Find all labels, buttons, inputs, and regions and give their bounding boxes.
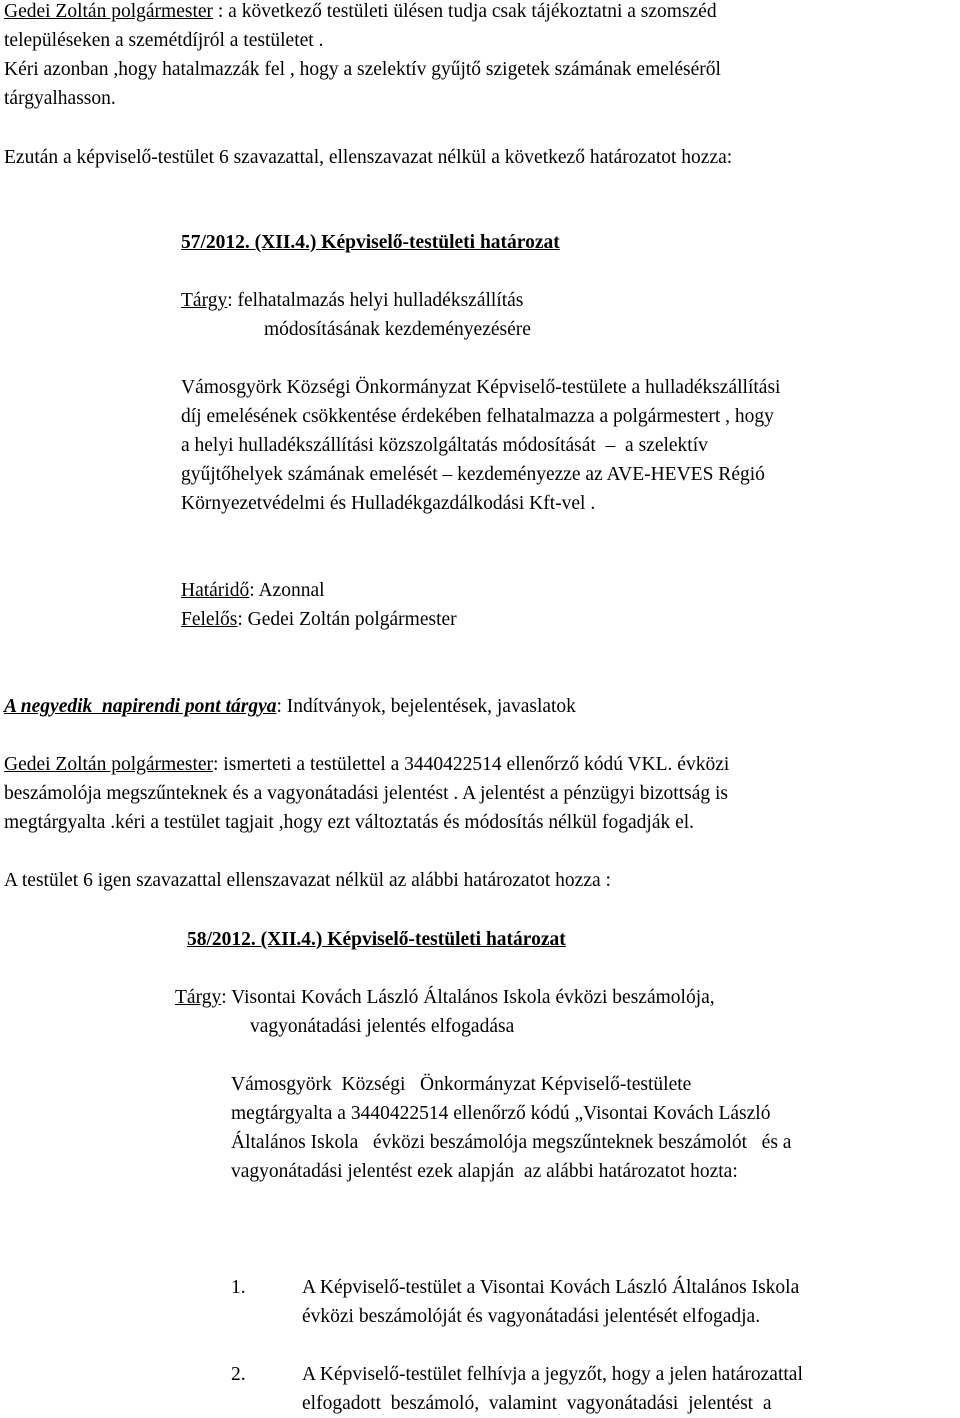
list-item-number: 2. bbox=[231, 1364, 246, 1385]
resolution-57-subject-cont: módosításának kezdeményezésére bbox=[264, 319, 531, 340]
resolution-57-responsible: Felelős: Gedei Zoltán polgármester bbox=[181, 609, 457, 630]
agenda-4-vote: A testület 6 igen szavazattal ellenszavazat nélkül az alábbi határozatot hozza : bbox=[4, 870, 611, 891]
resolution-57-deadline: Határidő: Azonnal bbox=[181, 580, 325, 601]
intro-line-1: Gedei Zoltán polgármester : a következő testületi ülésen tudja csak tájékoztatni a szomszéd bbox=[4, 1, 717, 22]
resolution-57-body-5: Környezetvédelmi és Hulladékgazdálkodási Kft-vel . bbox=[181, 493, 596, 514]
list-item-cont: elfogadott beszámoló, valamint vagyonátadási jelentést a bbox=[302, 1393, 772, 1414]
resolution-57-subject: Tárgy: felhatalmazás helyi hulladékszállítás bbox=[181, 290, 524, 311]
intro-line-2: településeken a szemétdíjról a testületet . bbox=[4, 30, 324, 51]
speaker-name: Gedei Zoltán polgármester bbox=[4, 1, 214, 22]
resolution-58-body-1: Vámosgyörk Községi Önkormányzat Képviselő-testülete bbox=[231, 1074, 692, 1095]
resolution-58-body-3: Általános Iskola évközi beszámolója megszűnteknek beszámolót és a bbox=[231, 1132, 792, 1153]
resolution-57-body-2: díj emelésének csökkentése érdekében felhatalmazza a polgármestert , hogy bbox=[181, 406, 774, 427]
intro-line-4: tárgyalhasson. bbox=[4, 88, 116, 109]
intro-vote: Ezután a képviselő-testület 6 szavazattal, ellenszavazat nélkül a következő határozatot hozza: bbox=[4, 147, 733, 168]
list-item-cont: évközi beszámolóját és vagyonátadási jelentését elfogadja. bbox=[302, 1306, 761, 1327]
resolution-57-body-4: gyűjtőhelyek számának emelését – kezdeményezze az AVE-HEVES Régió bbox=[181, 464, 765, 485]
list-item: A Képviselő-testület a Visontai Kovách László Általános Iskola bbox=[302, 1277, 800, 1298]
resolution-57-body-3: a helyi hulladékszállítási közszolgáltatás módosítását – a szelektív bbox=[181, 435, 708, 456]
resolution-58-title: 58/2012. (XII.4.) Képviselő-testületi határozat bbox=[187, 929, 566, 950]
agenda-4-heading: A negyedik napirendi pont tárgya: Indítványok, bejelentések, javaslatok bbox=[4, 696, 576, 717]
resolution-58-body-4: vagyonátadási jelentést ezek alapján az alábbi határozatot hozta: bbox=[231, 1161, 738, 1182]
resolution-58-subject-cont: vagyonátadási jelentés elfogadása bbox=[250, 1016, 515, 1037]
speaker-name: Gedei Zoltán polgármester bbox=[4, 754, 214, 775]
agenda-4-line-2: beszámolója megszűnteknek és a vagyonátadási jelentést . A jelentést a pénzügyi bizottság is bbox=[4, 783, 728, 804]
resolution-57-body-1: Vámosgyörk Községi Önkormányzat Képviselő-testülete a hulladékszállítási bbox=[181, 377, 781, 398]
resolution-57-title: 57/2012. (XII.4.) Képviselő-testületi határozat bbox=[181, 232, 560, 253]
agenda-4-line-1: Gedei Zoltán polgármester: ismerteti a testülettel a 3440422514 ellenőrző kódú VKL. évközi bbox=[4, 754, 730, 775]
list-item-number: 1. bbox=[231, 1277, 246, 1298]
agenda-4-line-3: megtárgyalta .kéri a testület tagjait ,hogy ezt változtatás és módosítás nélkül fogadják el. bbox=[4, 812, 695, 833]
resolution-58-subject: Tárgy: Visontai Kovách László Általános Iskola évközi beszámolója, bbox=[175, 987, 715, 1008]
list-item: A Képviselő-testület felhívja a jegyzőt, hogy a jelen határozattal bbox=[302, 1364, 803, 1385]
resolution-58-body-2: megtárgyalta a 3440422514 ellenőrző kódú „Visontai Kovách László bbox=[231, 1103, 771, 1124]
intro-line-3: Kéri azonban ,hogy hatalmazzák fel , hogy a szelektív gyűjtő szigetek számának emeléséről bbox=[4, 59, 721, 80]
